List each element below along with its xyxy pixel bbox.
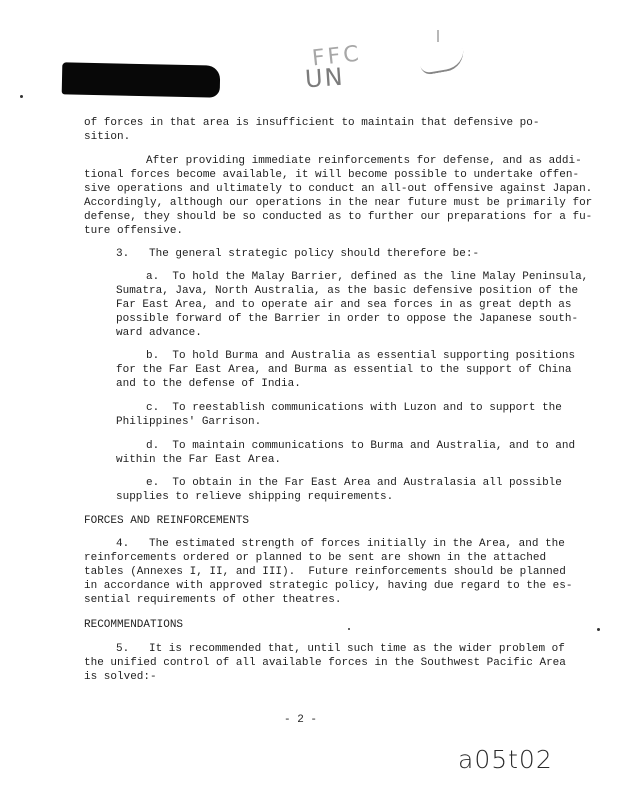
body-line: ward advance. xyxy=(116,327,202,339)
body-line: Accordingly, although our operations in the near future must be primarily for xyxy=(84,197,593,209)
item-d: d. To maintain communications to Burma and Australia, and to and xyxy=(146,440,576,452)
stamp-scribble xyxy=(419,48,467,76)
body-line: ture offensive. xyxy=(84,225,184,237)
classification-stamp: UN xyxy=(304,62,346,94)
item-b: b. To hold Burma and Australia as essential supporting positions xyxy=(146,350,576,362)
body-line: and to the defense of India. xyxy=(116,378,301,390)
body-line: sition. xyxy=(84,131,131,143)
body-line: supplies to relieve shipping requirements. xyxy=(116,491,394,503)
paragraph-4: 4. The estimated strength of forces initially in the Area, and the xyxy=(116,538,565,550)
body-line: Philippines' Garrison. xyxy=(116,416,262,428)
section-heading-recommendations: RECOMMENDATIONS xyxy=(84,619,184,631)
handwritten-document-id: a05t02 xyxy=(458,745,553,774)
pen-mark xyxy=(437,30,439,42)
section-heading-forces: FORCES AND REINFORCEMENTS xyxy=(84,515,250,527)
body-line: Sumatra, Java, North Australia, as the basic defensive position of the xyxy=(116,285,579,297)
scan-speck xyxy=(348,628,350,630)
body-line: in accordance with approved strategic policy, having due regard to the es- xyxy=(84,580,573,592)
body-line: possible forward of the Barrier in order to oppose the Japanese south- xyxy=(116,313,579,325)
paragraph-3: 3. The general strategic policy should therefore be:- xyxy=(116,248,480,260)
item-c: c. To reestablish communications with Luzon and to support the xyxy=(146,402,562,414)
stamp-fragment: FFC xyxy=(310,41,363,72)
body-line: After providing immediate reinforcements for defense, and as addi- xyxy=(146,155,582,167)
body-line: for the Far East Area, and Burma as essential to the support of China xyxy=(116,364,572,376)
body-line: the unified control of all available forces in the Southwest Pacific Area xyxy=(84,657,566,669)
body-line: within the Far East Area. xyxy=(116,454,282,466)
item-e: e. To obtain in the Far East Area and Australasia all possible xyxy=(146,477,562,489)
body-line: sive operations and ultimately to conduct an all-out offensive against Japan. xyxy=(84,183,593,195)
body-line: Far East Area, and to operate air and sea forces in as great depth as xyxy=(116,299,572,311)
body-line: sential requirements of other theatres. xyxy=(84,594,342,606)
item-a: a. To hold the Malay Barrier, defined as the line Malay Peninsula, xyxy=(146,271,589,283)
body-line: tables (Annexes I, II, and III). Future reinforcements should be planned xyxy=(84,566,566,578)
body-line: tional forces become available, it will become possible to undertake offen- xyxy=(84,169,580,181)
scan-speck xyxy=(20,95,23,98)
scan-speck xyxy=(597,628,600,631)
body-line: is solved:- xyxy=(84,671,157,683)
body-line: of forces in that area is insufficient to maintain that defensive po- xyxy=(84,117,540,129)
redaction-block xyxy=(62,62,221,97)
body-line: reinforcements ordered or planned to be sent are shown in the attached xyxy=(84,552,547,564)
body-line: defense, they should be so conducted as to further our preparations for a fu- xyxy=(84,211,593,223)
paragraph-5: 5. It is recommended that, until such time as the wider problem of xyxy=(116,643,565,655)
page-number: - 2 - xyxy=(284,714,318,726)
